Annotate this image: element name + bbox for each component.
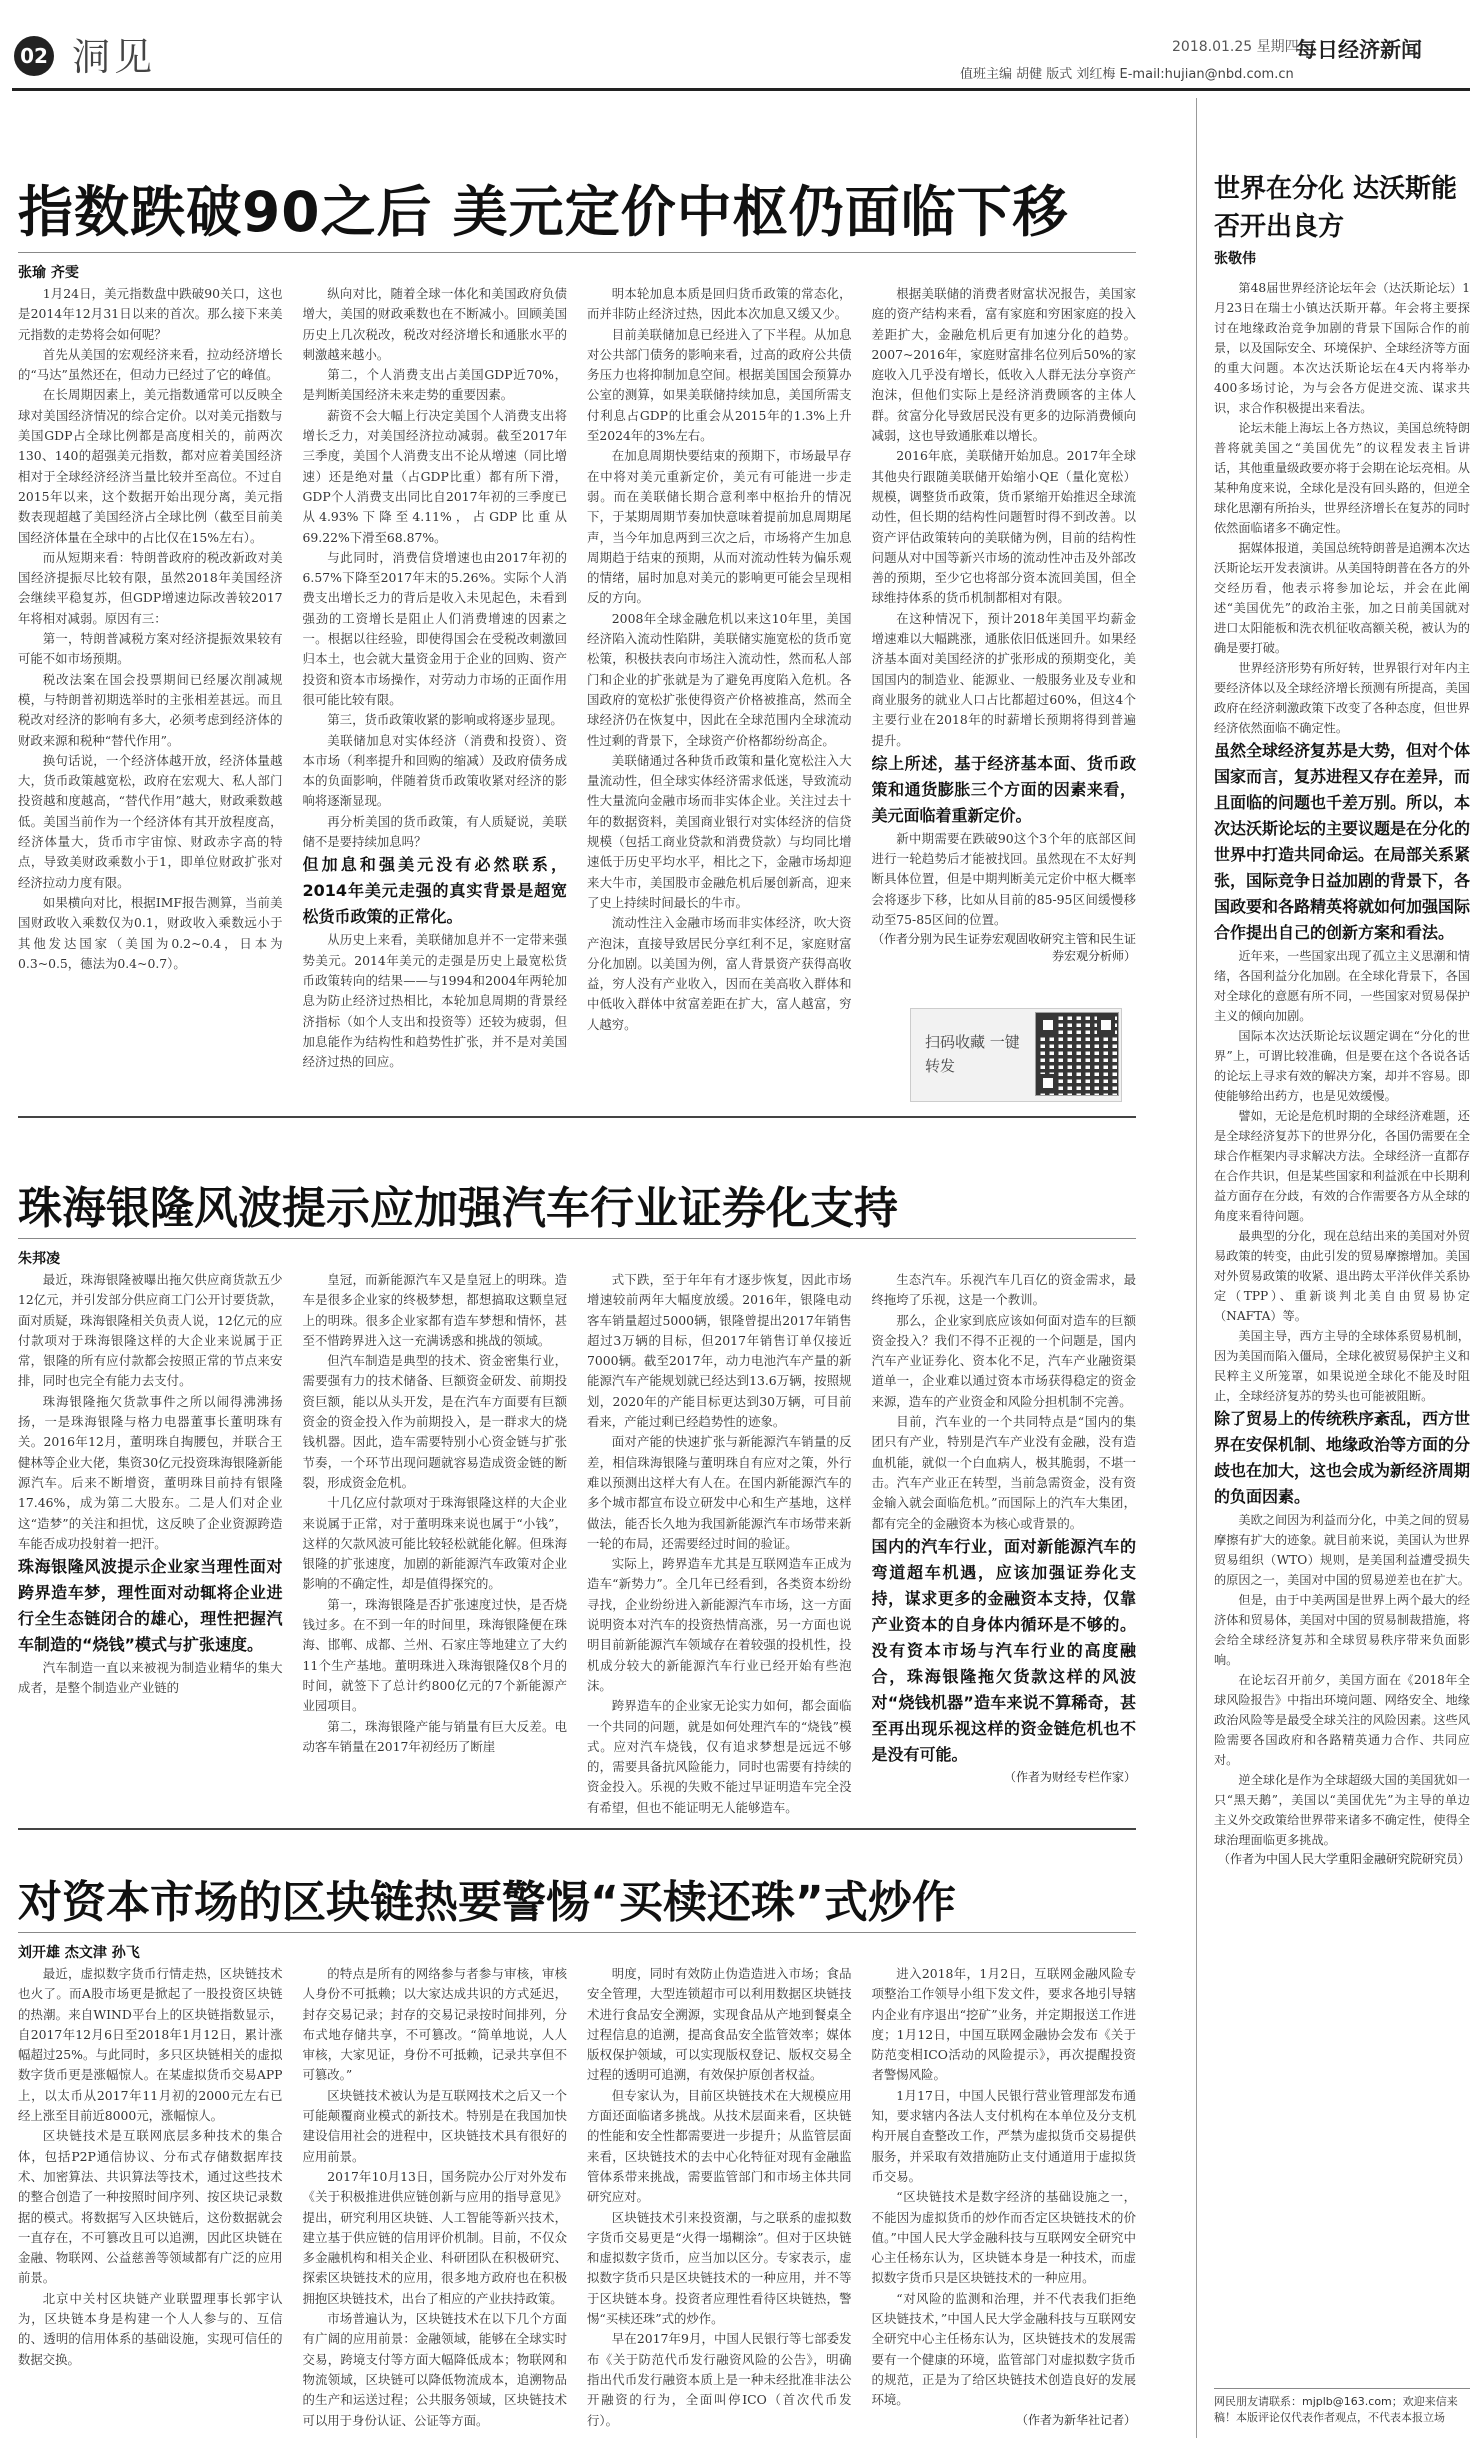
article1-paragraph: 1月24日，美元指数盘中跌破90关口，这也是2014年12月31日以来的首次。那么接下来美元指数的走势将会如何呢？ bbox=[18, 286, 283, 342]
article1-paragraph: 流动性注入金融市场而非实体经济，吹大资产泡沫，直接导致居民分享红利不足，家庭财富分化加剧。以美国为例，富人背景资产获得高收益，穷人没有产业收入，因而在美高收入群体和中低收入群体中贫富差距在扩大，富人越富，穷人越穷。 bbox=[587, 915, 852, 1032]
article3-paragraph: 的特点是所有的网络参与者参与审核，审核人身份不可抵赖；以大家达成共识的方式延迟，封存交易记录；封存的交易记录按时间排列，分布式地存储共享，不可篡改。“简单地说，人人审核，大家见证，身份不可抵赖，记录共享但不可篡改。” bbox=[302, 1966, 567, 2083]
article2-title: 珠海银隆风波提示应加强汽车行业证券化支持 bbox=[18, 1183, 898, 1234]
article3-author-credit: （作者为新华社记者） bbox=[1015, 2412, 1136, 2427]
article2-paragraph: 面对产能的快速扩张与新能源汽车销量的反差，相信珠海银隆与董明珠自有应对之策，外行难以预测出这样大有人在。在国内新能源汽车的多个城市都宣布设立研发中心和生产基地，这样做法，能否长久地为我国新能源汽车市场带来新一轮的布局，还需要经过时间的验证。 bbox=[587, 1434, 852, 1551]
sidebar-divider bbox=[1196, 98, 1197, 2438]
article3-body bbox=[18, 1964, 1136, 2428]
article2-paragraph: 但汽车制造是典型的技术、资金密集行业，需要强有力的技术储备、巨额资金研发、前期投资巨额，能以从头开发，是在汽车方面要有巨额资金的资金投入作为前期投入，是一群求大的烧钱机器。因此，造车需要特别小心资金链与扩张节奏，一个环节出现问题就容易造成资金链的断裂，形成资金危机。 bbox=[302, 1353, 567, 1490]
article1-paragraph: 而从短期来看：特朗普政府的税改新政对美国经济提振尽比较有限，虽然2018年美国经济会继续平稳复苏，但GDP增速边际改善较2017年将相对减弱。原因有三： bbox=[18, 549, 283, 626]
sidebar-paragraph: 在论坛召开前夕，美国方面在《2018年全球风险报告》中指出环境问题、网络安全、地缘政治风险等是最受全球关注的风险因素。这些风险需要各国政府和各路精英通力合作、共同应对。 bbox=[1214, 1673, 1470, 1767]
article2-paragraph: 珠海银隆拖欠货款事件之所以闹得沸沸扬扬，一是珠海银隆与格力电器董事长董明珠有关。2016年12月，董明珠自掏腰包，并联合王健林等企业大佬，集资30亿元投资珠海银隆新能源汽车。后来不断增资，董明珠目前持有银隆17.46%，成为第二大股东。二是人们对企业这“造梦”的关注和担忧，这反映了企业资源跨造车能否成功投射着一把汗。 bbox=[18, 1393, 283, 1551]
sidebar-paragraph: 第48届世界经济论坛年会（达沃斯论坛）1月23日在瑞士小镇达沃斯开幕。年会将主要探讨在地缘政治竞争加剧的背景下国际合作的前景，以及国际安全、环境保护、全球经济等方面的重大问题。本次达沃斯论坛在4天内将举办400多场讨论，为与会各方促进交流、谋求共识，求合作积极提出来看法。 bbox=[1214, 281, 1470, 415]
article3-byline: 刘开雄 杰文津 孙飞 bbox=[18, 1945, 140, 1961]
article1-pull-quote: 但加息和强美元没有必然联系，2014年美元走强的真实背景是超宽松货币政策的正常化。 bbox=[302, 855, 567, 927]
article3-col-2 bbox=[303, 1964, 568, 2428]
qr-corner-icon bbox=[1039, 1016, 1057, 1034]
article1-paragraph: 薪资不会大幅上行决定美国个人消费支出将增长乏力，对美国经济拉动减弱。截至2017年三季度，美国个人消费支出不论从增速（同比增速）还是绝对量（占GDP比重）都有所下滑，GDP个人消费支出同比自2017年初的三季度已从4.93%下降至4.11%，占GDP比重从69.22%下滑至68.87%。 bbox=[302, 407, 567, 545]
sidebar-pull-quote: 除了贸易上的传统秩序紊乱，西方世界在安保机制、地缘政治等方面的分歧也在加大，这也会成为新经济周期的负面因素。 bbox=[1214, 1409, 1470, 1506]
article3-col-1 bbox=[18, 1964, 283, 2428]
article1-paragraph: 美联储加息对实体经济（消费和投资）、资本市场（利率提升和回购的缩减）及政府债务成本的负面影响，伴随着货币政策收紧对经济的影响将逐渐显现。 bbox=[302, 732, 567, 809]
article1-paragraph: 与此同时，消费信贷增速也由2017年初的6.57%下降至2017年末的5.26%。实际个人消费支出增长乏力的背后是收入未见起色，未看到强劲的工资增长是阻止人们消费增速的因素之一。根据以往经验，即使得国会在受税改刺激回归本土，也会就大量资金用于企业的回购、资产投资和资本市场操作，对劳动力市场的正面作用很可能比较有限。 bbox=[302, 549, 567, 707]
article2-paragraph: 生态汽车。乐视汽车几百亿的资金需求，最终拖垮了乐视，这是一个教训。 bbox=[871, 1272, 1136, 1308]
article3-paragraph: 明度，同时有效防止伪造造进入市场；食品安全管理，大型连锁超市可以利用数据区块链技术进行食品安全溯源，实现食品从产地到餐桌全过程信息的追溯，提高食品安全监管效率；媒体版权保护领域，可以实现版权登记、版权交易全过程的透明可追溯，有效保护原创者权益。 bbox=[587, 1966, 852, 2083]
article2-pull-quote: 国内的汽车行业，面对新能源汽车的弯道超车机遇，应该加强证券化支持，谋求更多的金融资本支持，仅靠产业资本的自身体内循环是不够的。没有资本市场与汽车行业的高度融合，珠海银隆拖欠货款这样的风波对“烧钱机器”造车来说不算稀奇，甚至再出现乐视这样的资金链危机也不是没有可能。 bbox=[871, 1536, 1136, 1764]
sidebar-paragraph: 美国主导，西方主导的全球体系贸易机制，因为美国而陷入僵局，全球化被贸易保护主义和民粹主义所笼罩，如果说逆全球化不能及时阻止，全球经济复苏的势头也可能被阻断。 bbox=[1214, 1329, 1470, 1403]
article1-paragraph: 美联储通过各种货币政策和量化宽松注入大量流动性，但全球实体经济需求低迷，导致流动性大量流向金融市场而非实体企业。关注过去十年的数据资料，美国商业银行对实体经济的信贷规模（包括工商业贷款和消费贷款）与均同比增速低于历史平均水平，相比之下，金融市场却迎来大牛市，美国股市金融危机后屡创新高，迎来了史上持续时间最长的牛市。 bbox=[587, 752, 852, 910]
newspaper-brand: 每日经济新闻 bbox=[1296, 37, 1422, 62]
header-rule bbox=[12, 88, 1470, 91]
qr-code-icon[interactable] bbox=[1035, 1012, 1119, 1096]
page-number: 02 bbox=[14, 36, 54, 76]
article3-col-3 bbox=[587, 1964, 852, 2428]
article3-title: 对资本市场的区块链热要警惕“买椟还珠”式炒作 bbox=[18, 1877, 956, 1928]
article2-paragraph: 十几亿应付款项对于珠海银隆这样的大企业来说属于正常，对于董明珠来说也属于“小钱”，这样的欠款风波可能比较轻松就能化解。但珠海银隆的扩张速度，加剧的新能源汽车政策对企业影响的不确定性，却是值得探究的。 bbox=[302, 1495, 567, 1592]
article3-paragraph: 市场普遍认为，区块链技术在以下几个方面有广阔的应用前景：金融领域，能够在全球实时交易，跨境支付等方面大幅降低成本；物联网和物流领域，区块链可以降低物流成本，追溯物品的生产和运送过程；公共服务领域，区块链技术可以用于身份认证、公证等方面。 bbox=[302, 2311, 567, 2428]
article3-paragraph: 北京中关村区块链产业联盟理事长郭宇认为，区块链本身是构建一个人人参与的、互信的、透明的信用体系的基础设施，实现可信任的数据交换。 bbox=[18, 2290, 283, 2367]
article3-paragraph: “区块链技术是数字经济的基础设施之一，不能因为虚拟货币的炒作而否定区块链技术的价值。”中国人民大学金融科技与互联网安全研究中心主任杨东认为，区块链本身是一种技术，而虚拟数字货币只是区块链技术的一种应用。 bbox=[871, 2189, 1136, 2286]
article2-paragraph: 那么，企业家到底应该如何面对造车的巨额资金投入？我们不得不正视的一个问题是，国内汽车产业证券化、资本化不足，汽车产业融资渠道单一，企业难以通过资本市场获得稳定的资金来源，造车的产业资金和风险分担机制不完善。 bbox=[871, 1312, 1136, 1409]
sidebar-pull-quote: 虽然全球经济复苏是大势，但对个体国家而言，复苏进程又存在差异，而且面临的问题也千差万别。所以，本次达沃斯论坛的主要议题是在分化的世界中打造共同命运。在局部关系紧张，国际竞争日益加剧的背景下，各国政要和各路精英将就如何加强国际合作提出自己的创新方案和看法。 bbox=[1214, 741, 1470, 942]
sidebar-paragraph: 国际本次达沃斯论坛议题定调在“分化的世界”上，可谓比较准确，但是要在这个各说各话的论坛上寻求有效的解决方案，却并不容易。即使能够给出药方，也是见效缓慢。 bbox=[1214, 1029, 1470, 1103]
article1-paragraph: 2008年全球金融危机以来这10年里，美国经济陷入流动性陷阱，美联储实施宽松的货币宽松策，积极扶表向市场注入流动性，然而私人部门和企业的扩张就是为了避免再度陷入危机。各国政府的宽松扩张使得资产价格被推高，然而全球经济仍在恢复中，因此在全球范围内全球流动性过剩的背景下，全球资产价格都纷纷高企。 bbox=[587, 610, 852, 748]
footer-rule bbox=[1214, 2388, 1470, 2389]
article3-paragraph: 1月17日，中国人民银行营业管理部发布通知，要求辖内各法人支付机构在本单位及分支机构开展自查整改工作，严禁为虚拟货币交易提供服务，并采取有效措施防止支付通道用于虚拟货币交易。 bbox=[871, 2087, 1136, 2184]
article2-col-3 bbox=[587, 1270, 852, 1818]
article1-col-2 bbox=[303, 284, 568, 1106]
article1-paragraph: 第二，个人消费支出占美国GDP近70%，是判断美国经济未来走势的重要因素。 bbox=[302, 367, 567, 403]
article1-paragraph: 明本轮加息本质是回归货币政策的常态化，而并非防止经济过热，因此本次加息又缓又少。 bbox=[587, 286, 852, 322]
sidebar-byline: 张敬伟 bbox=[1214, 251, 1256, 267]
sidebar-body bbox=[1214, 278, 1470, 2378]
article3-paragraph: 最近，虚拟数字货币行情走热，区块链技术也火了。而A股市场更是掀起了一股投资区块链的热潮。来自WIND平台上的区块链指数显示，自2017年12月6日至2018年1月12日，累计涨幅超过25%。与此同时，多只区块链相关的虚拟数字货币更是涨幅惊人。在某虚拟货币交易APP上，以太币从2017年11月初的2000元左右已经上涨至目前近8000元，涨幅惊人。 bbox=[18, 1966, 283, 2124]
sidebar-paragraph: 论坛未能上海坛上各方热议，美国总统特朗普将就美国之“美国优先”的议程发表主旨讲话，其他重量级政要亦将于会期在论坛亮相。从某种角度来说，全球化是没有回头路的，但逆全球化思潮有所抬头，世界经济增长在复苏的同时依然面临诸多不确定性。 bbox=[1214, 421, 1470, 535]
article3-paragraph: 进入2018年，1月2日，互联网金融风险专项整治工作领导小组下发文件，要求各地引导辖内企业有序退出“挖矿”业务，并定期报送工作进度；1月12日，中国互联网金融协会发布《关于防范变相ICO活动的风险提示》，再次提醒投资者警惕风险。 bbox=[871, 1966, 1136, 2083]
article1-paragraph: 首先从美国的宏观经济来看，拉动经济增长的“马达”虽然还在，但动力已经过了它的峰值。 bbox=[18, 346, 283, 383]
article3-col-4 bbox=[872, 1964, 1137, 2428]
article1-paragraph: 在长周期因素上，美元指数通常可以反映全球对美国经济情况的综合定价。以对美元指数与美国GDP占全球比例都是高度相关的，前两次130、140的超强美元指数，都对应着美国经济相对于全球经济经济当量比较并至高位。不过自2015年以来，这个数据开始出现分离，美元指数表现超越了美国经济占全球比例（截至目前美国经济体量在全球中的占比仅在15%左右）。 bbox=[18, 387, 283, 545]
article3-paragraph: 区块链技术引来投资潮，与之联系的虚拟数字货币交易更是“火得一塌糊涂”。但对于区块链和虚拟数字货币，应当加以区分。专家表示，虚拟数字货币只是区块链技术的一种应用，并不等于区块链本身。投资者应理性看待区块链热，警惕“买椟还珠”式的炒作。 bbox=[587, 2209, 852, 2327]
article1-paragraph: 如果横向对比，根据IMF报告测算，当前美国财政收入乘数仅为0.1，财政收入乘数远小于其他发达国家（美国为0.2~0.4，日本为0.3~0.5，德法为0.4~0.7）。 bbox=[18, 894, 283, 971]
sidebar-title: 世界在分化 达沃斯能否开出良方 bbox=[1214, 174, 1458, 242]
sidebar-paragraph: 美欧之间因为利益而分化，中美之间的贸易摩擦有扩大的迹象。就目前来说，美国认为世界贸易组织（WTO）规则，是美国利益遭受损失的原因之一，美国对中国的贸易逆差也在扩大。 bbox=[1214, 1513, 1470, 1587]
qr-corner-icon bbox=[1097, 1016, 1115, 1034]
article2-byline: 朱邦凌 bbox=[18, 1251, 60, 1267]
article2-author-credit: （作者为财经专栏作家） bbox=[1003, 1769, 1136, 1784]
article2-body bbox=[18, 1270, 1136, 1818]
article3-paragraph: 区块链技术被认为是互联网技术之后又一个可能颠覆商业模式的新技术。特别是在我国加快建设信用社会的进程中，区块链技术具有很好的应用前景。 bbox=[302, 2087, 567, 2164]
sidebar-paragraph: 譬如，无论是危机时期的全球经济难题，还是全球经济复苏下的世界分化，各国仍需要在全球合作框架内寻求解决方法。全球经济一直都存在合作共识，但是某些国家和利益派在中长期利益方面存在分歧，有效的合作需要各方从全球的角度来看待问题。 bbox=[1214, 1109, 1470, 1223]
article2-col-2 bbox=[303, 1270, 568, 1818]
editor-credits: 值班主编 胡健 版式 刘红梅 E-mail:hujian@nbd.com.cn bbox=[960, 67, 1294, 82]
article2-top-rule bbox=[18, 1116, 1136, 1118]
article2-title-rule bbox=[18, 1238, 1136, 1239]
article2-col-4 bbox=[872, 1270, 1137, 1818]
sidebar-paragraph: 最典型的分化，现在总结出来的美国对外贸易政策的转变，由此引发的贸易摩擦增加。美国对外贸易政策的收紧、退出跨太平洋伙伴关系协定（TPP）、重新谈判北美自由贸易协定（NAFTA）等。 bbox=[1214, 1229, 1470, 1323]
article3-paragraph: 2017年10月13日，国务院办公厅对外发布《关于积极推进供应链创新与应用的指导意见》提出，研究利用区块链、人工智能等新兴技术，建立基于供应链的信用评价机制。目前，不仅众多金融机构和相关企业、科研团队在积极研究、探索区块链技术的应用，很多地方政府也在积极拥抱区块链技术，出台了相应的产业扶持政策。 bbox=[302, 2168, 567, 2306]
sidebar-paragraph: 近年来，一些国家出现了孤立主义思潮和情绪，各国利益分化加剧。在全球化背景下，各国对全球化的意愿有所不同，一些国家对贸易保护主义的倾向加剧。 bbox=[1214, 949, 1470, 1023]
article1-paragraph: 第一，特朗普减税方案对经济提振效果较有可能不如市场预期。 bbox=[18, 631, 283, 667]
article1-title-rule bbox=[18, 252, 1136, 253]
article2-paragraph: 式下跌，至于年年有才逐步恢复，因此市场增速较前两年大幅度放缓。2016年，银隆电动客车销量超过5000辆，银隆曾提出2017年销售超过3万辆的目标，但2017年销售订单仅接近7000辆。截至2017年，动力电池汽车产量的新能源汽车产能规划就已经达到13.6万辆，按照规划，2020年的产能目标更达到30万辆，可目前看来，产能过剩已经趋势性的迹象。 bbox=[587, 1272, 852, 1430]
sidebar-paragraph: 但是，由于中美两国是世界上两个最大的经济体和贸易体，美国对中国的贸易制裁措施，将会给全球经济复苏和全球贸易秩序带来负面影响。 bbox=[1214, 1593, 1470, 1667]
article1-paragraph: 2016年底，美联储开始加息。2017年全球其他央行跟随美联储开始缩小QE（量化宽松）规模，调整货币政策，货币紧缩开始推迟全球流动性，但长期的结构性问题暂时得不到改善。以资产评估政策转向的美联储为例，目前的结构性问题从对中国等新兴市场的流动性冲击及外部改善的预期，至少它也将部分资本流回美国，但全球维持体系的货币机制都相对有限。 bbox=[871, 448, 1136, 606]
article3-paragraph: 早在2017年9月，中国人民银行等七部委发布《关于防范代币发行融资风险的公告》，明确指出代币发行融资本质上是一种未经批准非法公开融资的行为，全面叫停ICO（首次代币发行）。 bbox=[587, 2331, 852, 2428]
issue-date: 2018.01.25 星期四 bbox=[1172, 39, 1299, 55]
article1-paragraph: 新中期需要在跌破90这个3个年的底部区间进行一轮趋势后才能被找回。虽然现在不太好判断具体位置，但是中期判断美元定价中枢大概率会将逐步下移，比如从目前的85-95区间缓慢移动至75-85区间的位置。 bbox=[871, 830, 1136, 928]
article1-byline: 张瑜 齐雯 bbox=[18, 265, 79, 281]
article3-title-rule bbox=[18, 1932, 1136, 1933]
sidebar-paragraph: 逆全球化是作为全球超级大国的美国犹如一只“黑天鹅”，美国以“美国优先”为主导的单边主义外交政策给世界带来诸多不确定性，使得全球治理面临更多挑战。 bbox=[1214, 1773, 1470, 1847]
sidebar-paragraph: 世界经济形势有所好转，世界银行对年内主要经济体以及全球经济增长预测有所提高，美国政府在经济刺激政策下改变了各种态度，但世界经济依然面临不确定性。 bbox=[1214, 661, 1470, 735]
article1-col-3 bbox=[587, 284, 852, 1106]
article1-paragraph: 在这种情况下，预计2018年美国平均薪金增速难以大幅跳涨，通胀依旧低迷回升。如果经济基本面对美国经济的扩张形成的预期变化，美国国内的制造业、能源业、一般服务业及专业和商业服务的就业人口占比都超过60%，但这4个主要行业在2018年的时薪增长预期将得到普遍提升。 bbox=[871, 610, 1136, 748]
article2-paragraph: 最近，珠海银隆被曝出拖欠供应商货款五少12亿元，并引发部分供应商工门公开讨要货款，面对质疑，珠海银隆相关负责人说，12亿元的应付款项对于珠海银隆这样的大企业来说属于正常，银隆的所有应付款都会按照正常的节点来安排，同时也完全有能力去支付。 bbox=[18, 1272, 283, 1389]
article2-paragraph: 第一，珠海银隆是否扩张速度过快，是否烧钱过多。在不到一年的时间里，珠海银隆便在珠海、邯郸、成都、兰州、石家庄等地建立了大约11个生产基地。董明珠进入珠海银隆仅8个月的时间，就签下了总计约800亿元的7个新能源产业园项目。 bbox=[302, 1596, 567, 1714]
article1-paragraph: 根据美联储的消费者财富状况报告，美国家庭的资产结构来看，富有家庭和穷困家庭的投入差距扩大，金融危机后更有加速分化的趋势。2007~2016年，家庭财富排名位列后50%的家庭收入几乎没有增长，低收入人群无法分享资产泡沫，但他们实际上是经济消费顾客的主体人群。贫富分化导致居民没有更多的边际消费倾向减弱，这也导致通胀难以增长。 bbox=[871, 286, 1136, 444]
footer-contact: 网民朋友请联系：mjplb@163.com；欢迎来信来稿！本版评论仅代表作者观点，不代表本报立场 bbox=[1214, 2395, 1458, 2424]
article2-col-1 bbox=[18, 1270, 283, 1818]
article1-paragraph: 目前美联储加息已经进入了下半程。从加息对公共部门债务的影响来看，过高的政府公共债务压力也将抑制加息空间。根据美国国会预算办公室的测算，如果美联储持续加息，美国所需支付利息占GDP的比重会从2015年的1.3%上升至2024年的3%左右。 bbox=[587, 326, 852, 444]
article1-paragraph: 税改法案在国会投票期间已经屡次削减规模，与特朗普初期选举时的主张相差甚远。而且税改对经济的影响有多大，必须考虑到经济体的财政来源和税种“替代作用”。 bbox=[18, 671, 283, 748]
article1-paragraph: 从历史上来看，美联储加息并不一定带来强势美元。2014年美元的走强是历史上最宽松货币政策转向的结果——与1994和2004年两轮加息为防止经济过热相比，本轮加息周期的背景经济指标（如个人支出和投资等）还较为疲弱，但加息能作为结构性和趋势性扩张，并不是对美国经济过热的回应。 bbox=[302, 932, 567, 1070]
article2-paragraph: 跨界造车的企业家无论实力如何，都会面临一个共同的问题，就是如何处理汽车的“烧钱”模式。应对汽车烧钱，仅有追求梦想是远远不够的，需要具备抗风险能力，同时也需要有持续的资金投入。乐视的失败不能过早证明造车完全没有希望，但也不能证明无人能够造车。 bbox=[587, 1698, 852, 1815]
article1-paragraph: 换句话说，一个经济体越开放，经济体量越大，货币政策越宽松，政府在宏观大、私人部门投资越和度越高，“替代作用”越大，财政乘数越低。美国当前作为一个经济体有其开放程度高，经济体量大，货币市宇宙惊、财政赤字高的特点，导致美财政乘数小于1，即单位财政扩张对经济拉动力度有限。 bbox=[18, 752, 283, 890]
article2-paragraph: 目前，汽车业的一个共同特点是“国内的集团只有产业，特别是汽车产业没有金融，没有造血机能，就似一个白血病人，极其脆弱，不堪一击。汽车产业正在转型，当前急需资金，没有资金输入就会面临危机。”而国际上的汽车大集团，都有完全的金融资本为核心或背景的。 bbox=[871, 1414, 1136, 1531]
article1-author-credit: （作者分别为民生证券宏观固收研究主管和民生证券宏观分析师） bbox=[871, 932, 1136, 964]
article2-paragraph: 皇冠，而新能源汽车又是皇冠上的明珠。造车是很多企业家的终极梦想，都想搞取这颗皇冠上的明珠。很多企业家都有造车梦想和情怀，甚至不惜跨界进入这一充满诱惑和挑战的领域。 bbox=[302, 1272, 567, 1348]
qr-corner-icon bbox=[1039, 1074, 1057, 1092]
article3-paragraph: 区块链技术是互联网底层多种技术的集合体，包括P2P通信协议、分布式存储数据库技术、加密算法、共识算法等技术，通过这些技术的整合创造了一种按照时间序列、按区块记录数据的模式。将数据写入区块链后，这份数据就会一直存在，不可篡改且可以追溯，因此区块链在金融、物联网、公益慈善等领域都有广泛的应用前景。 bbox=[18, 2128, 283, 2286]
article3-paragraph: 但专家认为，目前区块链技术在大规模应用方面还面临诸多挑战。从技术层面来看，区块链的性能和安全性都需要进一步提升；从监管层面来看，区块链技术的去中心化特征对现有金融监管体系带来挑战，需要监管部门和市场主体共同研究应对。 bbox=[587, 2087, 852, 2205]
sidebar-paragraph: 据媒体报道，美国总统特朗普是追溯本次达沃斯论坛开发表演讲。从美国特朗普在各方的外交经历看，他表示将参加论坛，并会在此阐述“美国优先”的政治主张，加之日前美国就对进口太阳能板和洗衣机征收高额关税，被认为的确是要打破。 bbox=[1214, 541, 1470, 655]
qr-share-label: 扫码收藏 一键转发 bbox=[925, 1033, 1020, 1075]
article2-paragraph: 实际上，跨界造车尤其是互联网造车正成为造车“新势力”。全几年已经看到，各类资本纷纷寻找，企业纷纷进入新能源汽车市场，这一方面说明资本对汽车的投资热情高涨，另一方面也说明目前新能源汽车领域存在着较强的投机性，投机成分较大的新能源汽车行业已经开始有些泡沫。 bbox=[587, 1556, 852, 1693]
article1-body bbox=[18, 284, 1136, 1106]
article1-paragraph: 纵向对比，随着全球一体化和美国政府负债增大，美国的财政乘数也在不断减小。回顾美国历史上几次税改，税改对经济增长和通胀水平的刺激越来越小。 bbox=[302, 286, 567, 362]
article1-paragraph: 再分析美国的货币政策，有人质疑说，美联储不是要持续加息吗？ bbox=[302, 813, 567, 850]
article2-paragraph: 汽车制造一直以来被视为制造业精华的集大成者，是整个制造业产业链的 bbox=[18, 1660, 283, 1696]
section-title: 洞见 bbox=[72, 35, 157, 79]
article2-paragraph: 第二，珠海银隆产能与销量有巨大反差。电动客车销量在2017年初经历了断崖 bbox=[302, 1718, 567, 1754]
article1-title: 指数跌破90之后 美元定价中枢仍面临下移 bbox=[18, 180, 1069, 244]
article1-col-1 bbox=[18, 284, 283, 1106]
article1-conclusion: 综上所述，基于经济基本面、货币政策和通货膨胀三个方面的因素来看，美元面临着重新定价。 bbox=[871, 753, 1136, 825]
article3-paragraph: “对风险的监测和治理，并不代表我们拒绝区块链技术，”中国人民大学金融科技与互联网安全研究中心主任杨东认为，区块链技术的发展需要有一个健康的环境，监管部门对虚拟数字货币的规范，正是为了给区块链技术创造良好的发展环境。 bbox=[871, 2290, 1136, 2408]
article3-top-rule bbox=[18, 1828, 1136, 1830]
article2-pull-quote: 珠海银隆风波提示企业家当理性面对跨界造车梦，理性面对动辄将企业进行全生态链闭合的雄心，理性把握汽车制造的“烧钱”模式与扩张速度。 bbox=[18, 1557, 283, 1655]
article1-col-4 bbox=[872, 284, 1137, 1106]
sidebar-author-credit: （作者为中国人民大学重阳金融研究院研究员） bbox=[1217, 1852, 1470, 1866]
article1-paragraph: 第三，货币政策收紧的影响或将逐步显现。 bbox=[327, 712, 563, 728]
article1-paragraph: 在加息周期快要结束的预期下，市场最早存在中将对美元重新定价，美元有可能进一步走弱。而在美联储长期合意利率中枢抬升的情况下，于某期周期节奏加快意味着提前加息周期尾声，当今年加息两到三次之后，市场将产生加息周期趋于结束的预期，从而对流动性转为偏乐观的情绪，届时加息对美元的影响更可能会呈现相反的方向。 bbox=[587, 448, 852, 606]
